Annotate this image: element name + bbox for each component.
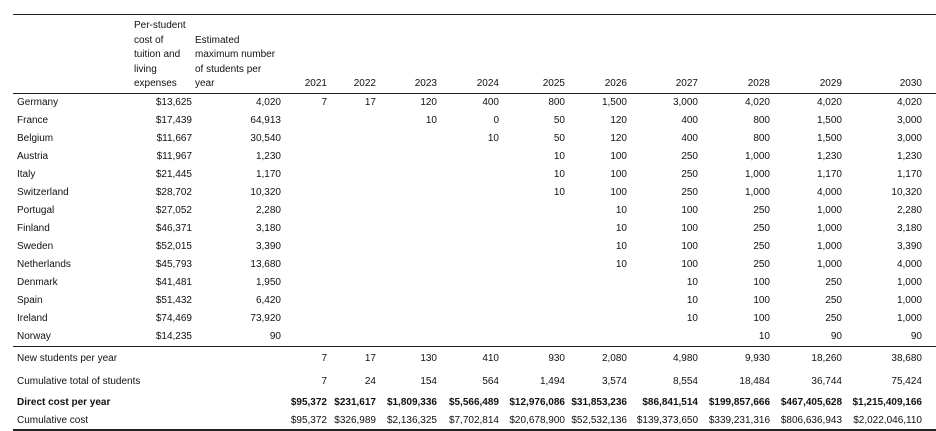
max-students: 1,230 bbox=[255, 151, 281, 162]
per-student-cost: $27,052 bbox=[155, 205, 192, 216]
summary-value-2023: $1,809,336 bbox=[386, 397, 437, 408]
year-value-2022 bbox=[327, 256, 376, 274]
table-row-austria bbox=[13, 148, 936, 166]
year-value-2030: 2,280 bbox=[896, 205, 922, 216]
year-value-2027: 10 bbox=[686, 277, 698, 288]
year-value-2028: 100 bbox=[753, 313, 770, 324]
year-value-2029: 1,000 bbox=[816, 223, 842, 234]
max-students: 13,680 bbox=[250, 259, 281, 270]
summary-value-2028: 9,930 bbox=[744, 353, 770, 364]
year-value-2026: 100 bbox=[610, 169, 627, 180]
max-students: 2,280 bbox=[255, 205, 281, 216]
year-value-2028: 1,000 bbox=[744, 169, 770, 180]
year-value-2021 bbox=[281, 238, 327, 256]
summary-value-2030: 75,424 bbox=[891, 376, 922, 387]
year-value-2027: 250 bbox=[681, 151, 698, 162]
table-row-portugal bbox=[13, 202, 936, 220]
year-value-2027: 100 bbox=[681, 259, 698, 270]
year-value-2023 bbox=[376, 130, 437, 148]
summary-value-2022: $231,617 bbox=[334, 397, 376, 408]
year-value-2026: 10 bbox=[615, 223, 627, 234]
country-name: France bbox=[17, 115, 49, 126]
header-cost: Per-student cost of tuition and living expenses bbox=[134, 20, 186, 89]
summary-value-2027: $86,841,514 bbox=[642, 397, 698, 408]
year-value-2029: 1,230 bbox=[816, 151, 842, 162]
year-value-2024 bbox=[437, 202, 499, 220]
table-row-spain bbox=[13, 292, 936, 310]
year-value-2025: 10 bbox=[553, 151, 565, 162]
year-value-2022 bbox=[327, 166, 376, 184]
header-year-2023: 2023 bbox=[414, 78, 437, 89]
year-value-2030: 1,230 bbox=[896, 151, 922, 162]
summary-row-direct bbox=[13, 393, 936, 413]
summary-value-2023: 154 bbox=[420, 376, 437, 387]
year-value-2030: 3,180 bbox=[896, 223, 922, 234]
year-value-2028: 10 bbox=[758, 331, 770, 342]
year-value-2030: 4,000 bbox=[896, 259, 922, 270]
year-value-2030: 10,320 bbox=[891, 187, 922, 198]
year-value-2023 bbox=[376, 166, 437, 184]
year-value-2030: 1,000 bbox=[896, 277, 922, 288]
year-value-2026: 100 bbox=[610, 187, 627, 198]
year-value-2025: 10 bbox=[553, 187, 565, 198]
year-value-2023 bbox=[376, 220, 437, 238]
summary-value-2028: 18,484 bbox=[739, 376, 770, 387]
year-value-2022 bbox=[327, 130, 376, 148]
per-student-cost: $21,445 bbox=[155, 169, 192, 180]
year-value-2022 bbox=[327, 184, 376, 202]
year-value-2021 bbox=[281, 184, 327, 202]
year-value-2024 bbox=[437, 292, 499, 310]
country-name: Portugal bbox=[17, 205, 55, 216]
header-year-2027: 2027 bbox=[675, 78, 698, 89]
year-value-2028: 800 bbox=[753, 115, 770, 126]
summary-row-cum bbox=[13, 371, 936, 393]
year-value-2025: 800 bbox=[548, 97, 565, 108]
table-row-france bbox=[13, 112, 936, 130]
year-value-2029: 1,500 bbox=[816, 115, 842, 126]
max-students: 90 bbox=[269, 331, 281, 342]
year-value-2025: 50 bbox=[553, 133, 565, 144]
summary-label: Direct cost per year bbox=[17, 397, 111, 408]
country-name: Denmark bbox=[17, 277, 58, 288]
table-row-ireland bbox=[13, 310, 936, 328]
summary-value-2021: $95,372 bbox=[290, 415, 327, 426]
table-row-belgium bbox=[13, 130, 936, 148]
summary-value-2022: 17 bbox=[364, 353, 376, 364]
year-value-2024 bbox=[437, 256, 499, 274]
year-value-2028: 4,020 bbox=[744, 97, 770, 108]
year-value-2027: 100 bbox=[681, 241, 698, 252]
year-value-2026: 120 bbox=[610, 115, 627, 126]
summary-label: New students per year bbox=[17, 353, 118, 364]
year-value-2023: 10 bbox=[425, 115, 437, 126]
year-value-2023 bbox=[376, 238, 437, 256]
country-name: Spain bbox=[17, 295, 43, 306]
year-value-2027: 3,000 bbox=[672, 97, 698, 108]
max-students: 64,913 bbox=[250, 115, 281, 126]
year-value-2029: 250 bbox=[825, 313, 842, 324]
year-value-2028: 250 bbox=[753, 259, 770, 270]
year-value-2029: 1,170 bbox=[816, 169, 842, 180]
year-value-2027 bbox=[627, 328, 698, 347]
table-row-italy bbox=[13, 166, 936, 184]
header-year-2026: 2026 bbox=[604, 78, 627, 89]
year-value-2029: 4,000 bbox=[816, 187, 842, 198]
year-value-2022 bbox=[327, 274, 376, 292]
summary-value-2024: 410 bbox=[482, 353, 499, 364]
year-value-2024 bbox=[437, 220, 499, 238]
summary-value-2027: 4,980 bbox=[672, 353, 698, 364]
year-value-2021 bbox=[281, 328, 327, 347]
summary-value-2023: 130 bbox=[420, 353, 437, 364]
year-value-2024 bbox=[437, 238, 499, 256]
year-value-2028: 100 bbox=[753, 295, 770, 306]
year-value-2027: 10 bbox=[686, 295, 698, 306]
per-student-cost: $74,469 bbox=[155, 313, 192, 324]
year-value-2030: 3,000 bbox=[896, 115, 922, 126]
year-value-2025 bbox=[499, 220, 565, 238]
year-value-2022 bbox=[327, 310, 376, 328]
year-value-2021 bbox=[281, 202, 327, 220]
summary-row-new bbox=[13, 346, 936, 371]
table-row-switzerland bbox=[13, 184, 936, 202]
summary-value-2025: $20,678,900 bbox=[509, 415, 565, 426]
year-value-2030: 3,390 bbox=[896, 241, 922, 252]
year-value-2021 bbox=[281, 292, 327, 310]
year-value-2025 bbox=[499, 292, 565, 310]
max-students: 73,920 bbox=[250, 313, 281, 324]
year-value-2022 bbox=[327, 112, 376, 130]
year-value-2021 bbox=[281, 112, 327, 130]
year-value-2023 bbox=[376, 274, 437, 292]
year-value-2030: 4,020 bbox=[896, 97, 922, 108]
summary-value-2027: $139,373,650 bbox=[636, 415, 698, 426]
country-name: Belgium bbox=[17, 133, 54, 144]
year-value-2027: 250 bbox=[681, 169, 698, 180]
max-students: 4,020 bbox=[255, 97, 281, 108]
max-students: 3,180 bbox=[255, 223, 281, 234]
year-value-2023 bbox=[376, 148, 437, 166]
year-value-2028: 1,000 bbox=[744, 151, 770, 162]
year-value-2029: 1,000 bbox=[816, 205, 842, 216]
country-name: Finland bbox=[17, 223, 50, 234]
year-value-2028: 250 bbox=[753, 223, 770, 234]
header-year-2025: 2025 bbox=[542, 78, 565, 89]
year-value-2021: 7 bbox=[321, 97, 327, 108]
year-value-2022 bbox=[327, 328, 376, 347]
per-student-cost: $28,702 bbox=[155, 187, 192, 198]
year-value-2028: 1,000 bbox=[744, 187, 770, 198]
summary-value-2021: $95,372 bbox=[290, 397, 327, 408]
year-value-2026: 100 bbox=[610, 151, 627, 162]
year-value-2027: 100 bbox=[681, 223, 698, 234]
max-students: 1,950 bbox=[255, 277, 281, 288]
summary-row-cumcost bbox=[13, 413, 936, 430]
year-value-2026: 10 bbox=[615, 241, 627, 252]
year-value-2026: 10 bbox=[615, 205, 627, 216]
year-value-2023 bbox=[376, 310, 437, 328]
table-row-netherlands bbox=[13, 256, 936, 274]
summary-value-2028: $339,231,316 bbox=[708, 415, 770, 426]
country-name: Norway bbox=[17, 331, 51, 342]
cost-projection-table bbox=[13, 14, 936, 431]
year-value-2026: 1,500 bbox=[601, 97, 627, 108]
year-value-2027: 400 bbox=[681, 115, 698, 126]
year-value-2028: 100 bbox=[753, 277, 770, 288]
year-value-2028: 250 bbox=[753, 241, 770, 252]
year-value-2024: 10 bbox=[487, 133, 499, 144]
per-student-cost: $13,625 bbox=[155, 97, 192, 108]
summary-value-2026: 2,080 bbox=[601, 353, 627, 364]
year-value-2021 bbox=[281, 274, 327, 292]
country-name: Netherlands bbox=[17, 259, 71, 270]
max-students: 10,320 bbox=[250, 187, 281, 198]
per-student-cost: $51,432 bbox=[155, 295, 192, 306]
year-value-2029: 4,020 bbox=[816, 97, 842, 108]
summary-value-2023: $2,136,325 bbox=[386, 415, 437, 426]
year-value-2022 bbox=[327, 292, 376, 310]
summary-value-2026: $31,853,236 bbox=[571, 397, 627, 408]
summary-value-2024: $7,702,814 bbox=[448, 415, 499, 426]
country-name: Ireland bbox=[17, 313, 48, 324]
year-value-2023 bbox=[376, 256, 437, 274]
header-year-2022: 2022 bbox=[353, 78, 376, 89]
summary-value-2024: $5,566,489 bbox=[448, 397, 499, 408]
year-value-2024 bbox=[437, 184, 499, 202]
summary-value-2022: 24 bbox=[364, 376, 376, 387]
header-country bbox=[13, 15, 130, 94]
year-value-2021 bbox=[281, 148, 327, 166]
country-name: Italy bbox=[17, 169, 36, 180]
header-year-2029: 2029 bbox=[819, 78, 842, 89]
table-row-denmark bbox=[13, 274, 936, 292]
year-value-2028: 250 bbox=[753, 205, 770, 216]
table-row-germany bbox=[13, 93, 936, 112]
year-value-2025 bbox=[499, 310, 565, 328]
year-value-2029: 250 bbox=[825, 295, 842, 306]
year-value-2030: 1,000 bbox=[896, 295, 922, 306]
summary-value-2029: $806,636,943 bbox=[780, 415, 842, 426]
year-value-2025 bbox=[499, 202, 565, 220]
year-value-2021 bbox=[281, 310, 327, 328]
header-year-2021: 2021 bbox=[304, 78, 327, 89]
summary-value-2030: $2,022,046,110 bbox=[853, 415, 922, 426]
year-value-2026 bbox=[565, 310, 627, 328]
year-value-2029: 1,000 bbox=[816, 241, 842, 252]
summary-value-2022: $326,989 bbox=[334, 415, 376, 426]
year-value-2026 bbox=[565, 292, 627, 310]
max-students: 1,170 bbox=[255, 169, 281, 180]
table-row-finland bbox=[13, 220, 936, 238]
per-student-cost: $45,793 bbox=[155, 259, 192, 270]
year-value-2025 bbox=[499, 256, 565, 274]
table-row-sweden bbox=[13, 238, 936, 256]
summary-value-2024: 564 bbox=[482, 376, 499, 387]
summary-value-2025: 1,494 bbox=[539, 376, 565, 387]
header-year-2030: 2030 bbox=[899, 78, 922, 89]
country-name: Sweden bbox=[17, 241, 54, 252]
per-student-cost: $17,439 bbox=[155, 115, 192, 126]
summary-value-2028: $199,857,666 bbox=[708, 397, 770, 408]
year-value-2023 bbox=[376, 184, 437, 202]
year-value-2026: 120 bbox=[610, 133, 627, 144]
year-value-2025: 50 bbox=[553, 115, 565, 126]
header-year-2028: 2028 bbox=[747, 78, 770, 89]
summary-label: Cumulative cost bbox=[17, 415, 89, 426]
country-name: Switzerland bbox=[17, 187, 69, 198]
year-value-2025 bbox=[499, 238, 565, 256]
year-value-2022 bbox=[327, 202, 376, 220]
max-students: 6,420 bbox=[255, 295, 281, 306]
year-value-2029: 1,000 bbox=[816, 259, 842, 270]
summary-value-2027: 8,554 bbox=[672, 376, 698, 387]
year-value-2022 bbox=[327, 148, 376, 166]
year-value-2023 bbox=[376, 328, 437, 347]
summary-label: Cumulative total of students bbox=[17, 376, 141, 387]
max-students: 3,390 bbox=[255, 241, 281, 252]
header-row bbox=[13, 15, 936, 94]
year-value-2022: 17 bbox=[364, 97, 376, 108]
year-value-2022 bbox=[327, 238, 376, 256]
per-student-cost: $11,967 bbox=[156, 151, 192, 162]
summary-value-2021: 7 bbox=[321, 353, 327, 364]
year-value-2021 bbox=[281, 256, 327, 274]
country-name: Austria bbox=[17, 151, 49, 162]
year-value-2029: 1,500 bbox=[816, 133, 842, 144]
per-student-cost: $46,371 bbox=[155, 223, 192, 234]
year-value-2023: 120 bbox=[420, 97, 437, 108]
year-value-2021 bbox=[281, 220, 327, 238]
per-student-cost: $14,235 bbox=[155, 331, 192, 342]
year-value-2030: 1,000 bbox=[896, 313, 922, 324]
year-value-2024 bbox=[437, 328, 499, 347]
year-value-2024 bbox=[437, 274, 499, 292]
header-max-students: Estimated maximum number of students per year bbox=[195, 34, 276, 89]
summary-value-2026: $52,532,136 bbox=[571, 415, 627, 426]
year-value-2022 bbox=[327, 220, 376, 238]
per-student-cost: $11,667 bbox=[156, 133, 192, 144]
year-value-2024: 400 bbox=[482, 97, 499, 108]
year-value-2024 bbox=[437, 148, 499, 166]
per-student-cost: $41,481 bbox=[155, 277, 192, 288]
year-value-2023 bbox=[376, 292, 437, 310]
summary-value-2025: 930 bbox=[548, 353, 565, 364]
year-value-2026: 10 bbox=[615, 259, 627, 270]
year-value-2030: 90 bbox=[910, 331, 922, 342]
year-value-2027: 400 bbox=[681, 133, 698, 144]
per-student-cost: $52,015 bbox=[155, 241, 192, 252]
year-value-2029: 90 bbox=[830, 331, 842, 342]
summary-value-2026: 3,574 bbox=[601, 376, 627, 387]
summary-value-2029: 18,260 bbox=[811, 353, 842, 364]
year-value-2026 bbox=[565, 274, 627, 292]
summary-value-2030: $1,215,409,166 bbox=[852, 397, 922, 408]
year-value-2025: 10 bbox=[553, 169, 565, 180]
year-value-2024: 0 bbox=[493, 115, 499, 126]
table-row-norway bbox=[13, 328, 936, 347]
year-value-2028: 800 bbox=[753, 133, 770, 144]
summary-value-2029: $467,405,628 bbox=[780, 397, 842, 408]
header-year-2024: 2024 bbox=[476, 78, 499, 89]
year-value-2027: 100 bbox=[681, 205, 698, 216]
year-value-2023 bbox=[376, 202, 437, 220]
summary-value-2021: 7 bbox=[321, 376, 327, 387]
summary-value-2025: $12,976,086 bbox=[509, 397, 565, 408]
year-value-2026 bbox=[565, 328, 627, 347]
year-value-2027: 10 bbox=[686, 313, 698, 324]
year-value-2030: 1,170 bbox=[896, 169, 922, 180]
year-value-2021 bbox=[281, 166, 327, 184]
year-value-2024 bbox=[437, 310, 499, 328]
year-value-2027: 250 bbox=[681, 187, 698, 198]
year-value-2029: 250 bbox=[825, 277, 842, 288]
year-value-2025 bbox=[499, 328, 565, 347]
year-value-2030: 3,000 bbox=[896, 133, 922, 144]
country-name: Germany bbox=[17, 97, 59, 108]
summary-value-2030: 38,680 bbox=[891, 353, 922, 364]
year-value-2025 bbox=[499, 274, 565, 292]
year-value-2021 bbox=[281, 130, 327, 148]
summary-value-2029: 36,744 bbox=[811, 376, 842, 387]
max-students: 30,540 bbox=[250, 133, 281, 144]
year-value-2024 bbox=[437, 166, 499, 184]
